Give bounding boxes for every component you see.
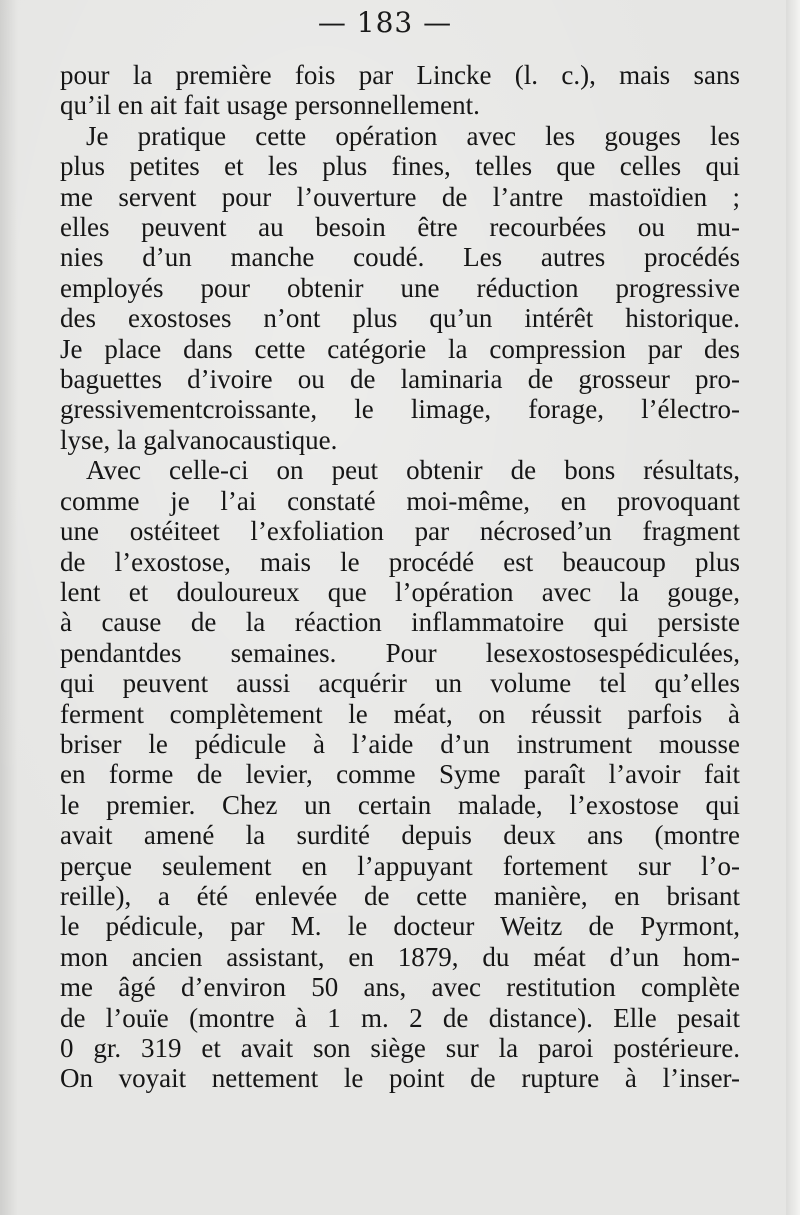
text-line: 0 gr. 319 et avait son siège sur la paroi postérieure.	[60, 1033, 740, 1063]
text-line: reille), a été enlevée de cette manière, en brisant	[60, 880, 740, 911]
page-number: — 183 —	[317, 6, 453, 39]
text-line: pendantdes semaines. Pour lesexostosespédiculées,	[60, 637, 740, 668]
text-line: Je place dans cette catégorie la compression par des	[60, 333, 740, 364]
text-line: avait amené la surdité depuis deux ans (montre	[60, 820, 740, 851]
page-body	[60, 60, 740, 1094]
text-line: qu’il en ait fait usage personnellement.	[60, 90, 480, 121]
text-line: de l’exostose, mais le procédé est beaucoup plus	[60, 546, 740, 577]
text-line: plus petites et les plus fines, telles que celles qui	[60, 151, 740, 182]
text-line: lent et douloureux que l’opération avec la gouge,	[60, 576, 740, 607]
text-line: des exostoses n’ont plus qu’un intérêt historique.	[60, 303, 740, 334]
text-line: de l’ouïe (montre à 1 m. 2 de distance). Elle pesait	[60, 1002, 740, 1033]
text-line: Je pratique cette opération avec les gouges les	[86, 120, 740, 151]
text-line: en forme de levier, comme Syme paraît l’avoir fait	[60, 759, 740, 790]
text-line: perçue seulement en l’appuyant fortement sur l’o-	[60, 850, 740, 881]
text-line: employés pour obtenir une réduction progressive	[60, 272, 740, 303]
text-line: lyse, la galvanocaustique.	[60, 424, 338, 455]
text-line: le pédicule, par M. le docteur Weitz de Pyrmont,	[60, 911, 740, 942]
text-line: pour la première fois par Lincke (l. c.), mais sans	[60, 60, 740, 90]
text-line: nies d’un manche coudé. Les autres procédés	[60, 242, 740, 273]
text-line: baguettes d’ivoire ou de laminaria de grosseur pro-	[60, 364, 740, 395]
text-line: On voyait nettement le point de rupture à l’inser-	[60, 1063, 740, 1094]
text-line: me servent pour l’ouverture de l’antre mastoïdien ;	[60, 181, 740, 212]
text-line: gressivementcroissante, le limage, forage, l’électro-	[60, 394, 740, 425]
text-line: comme je l’ai constaté moi-même, en provoquant	[60, 485, 740, 516]
text-line: qui peuvent aussi acquérir un volume tel qu’elles	[60, 668, 740, 699]
text-line: le premier. Chez un certain malade, l’exostose qui	[60, 789, 740, 820]
text-line: briser le pédicule à l’aide d’un instrument mousse	[60, 728, 740, 759]
text-line: mon ancien assistant, en 1879, du méat d’un hom-	[60, 941, 740, 972]
text-line: une ostéiteet l’exfoliation par nécrosed’un fragment	[60, 516, 740, 547]
text-line: elles peuvent au besoin être recourbées ou mu-	[60, 212, 740, 243]
page-edge	[786, 0, 800, 1215]
text-line: me âgé d’environ 50 ans, avec restitution complète	[60, 972, 740, 1003]
text-line: ferment complètement le méat, on réussit parfois à	[60, 698, 740, 729]
text-line: à cause de la réaction inflammatoire qui persiste	[60, 607, 740, 638]
text-line: Avec celle-ci on peut obtenir de bons résultats,	[86, 455, 740, 486]
